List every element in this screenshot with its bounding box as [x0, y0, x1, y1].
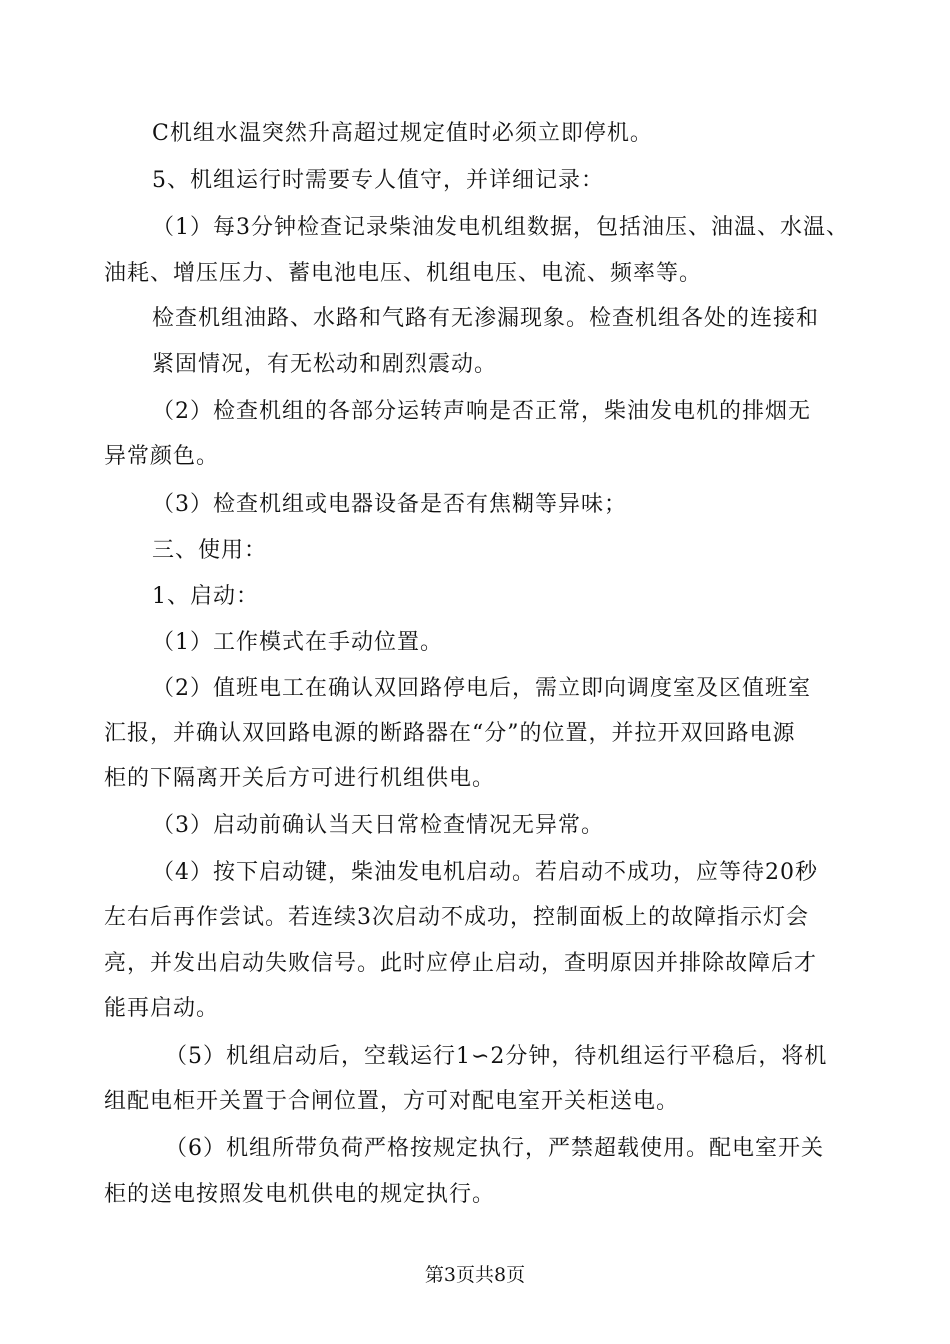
text-line: （5）机组启动后，空载运行1∽2分钟，待机组运行平稳后，将机	[165, 1044, 828, 1069]
text-line: 柜的下隔离开关后方可进行机组供电。	[104, 766, 496, 791]
page-footer: 第3页共8页	[424, 1264, 526, 1286]
text-line: （1）每3分钟检查记录柴油发电机组数据，包括油压、油温、水温、	[152, 215, 849, 240]
text-line: 组配电柜开关置于合闸位置，方可对配电室开关柜送电。	[104, 1089, 680, 1114]
text-line: 柜的送电按照发电机供电的规定执行。	[104, 1182, 496, 1207]
text-line: （2）值班电工在确认双回路停电后，需立即向调度室及区值班室	[152, 676, 811, 701]
text-line: 亮，并发出启动失败信号。此时应停止启动，查明原因并排除故障后才	[104, 951, 818, 976]
text-line: 能再启动。	[104, 996, 220, 1021]
text-line: 左右后再作尝试。若连续3次启动不成功，控制面板上的故障指示灯会	[104, 905, 809, 930]
text-line: （6）机组所带负荷严格按规定执行，严禁超载使用。配电室开关	[165, 1136, 824, 1161]
text-line: （2）检查机组的各部分运转声响是否正常，柴油发电机的排烟无	[152, 399, 811, 424]
text-line: 紧固情况，有无松动和剧烈震动。	[152, 352, 498, 377]
text-line: 异常颜色。	[104, 444, 220, 469]
text-line: 5、机组运行时需要专人值守，并详细记录：	[152, 168, 604, 193]
text-line: （3）检查机组或电器设备是否有焦糊等异味；	[152, 492, 627, 517]
text-line: （3）启动前确认当天日常检查情况无异常。	[152, 813, 604, 838]
text-line: （1）工作模式在手动位置。	[152, 630, 443, 655]
text-line: 汇报，并确认双回路电源的断路器在“分”的位置，并拉开双回路电源	[104, 721, 796, 746]
text-line: 检查机组油路、水路和气路有无渗漏现象。检查机组各处的连接和	[152, 306, 820, 331]
section-heading: 三、使用：	[152, 538, 268, 563]
subsection-heading: 1、启动：	[152, 584, 259, 609]
text-line: C机组水温突然升高超过规定值时必须立即停机。	[152, 121, 653, 146]
text-line: （4）按下启动键，柴油发电机启动。若启动不成功，应等待20秒	[152, 860, 818, 885]
text-line: 油耗、增压压力、蓄电池电压、机组电压、电流、频率等。	[104, 261, 703, 286]
